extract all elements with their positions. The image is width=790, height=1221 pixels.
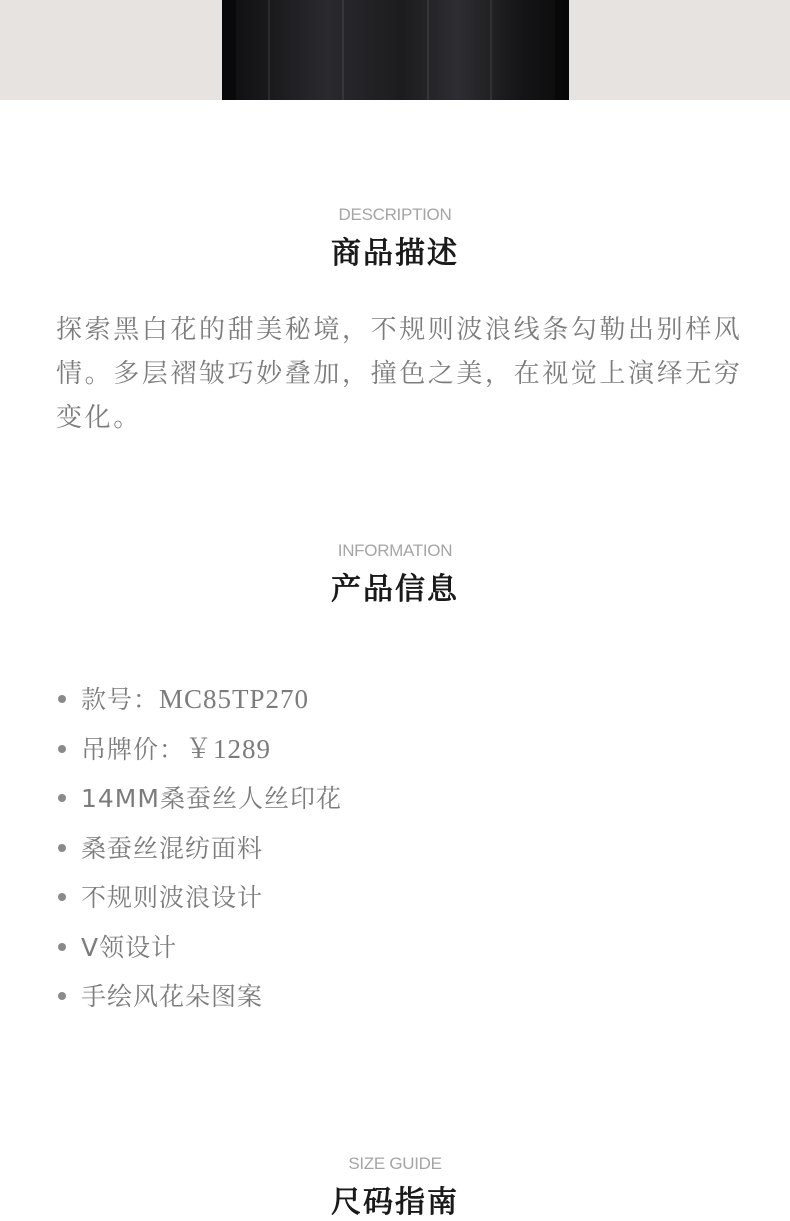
bullet-icon xyxy=(58,745,66,753)
bullet-icon xyxy=(58,943,66,951)
bullet-icon xyxy=(58,695,66,703)
size-guide-heading: 尺码指南 xyxy=(331,1185,459,1220)
feature-item xyxy=(58,824,342,874)
bullet-icon xyxy=(58,992,66,1000)
style-number-label: 款号： xyxy=(81,685,160,714)
price-label: 吊牌价： xyxy=(81,734,186,764)
style-number-value: MC85TP270 xyxy=(159,684,310,714)
price-item xyxy=(58,725,342,775)
style-number-item xyxy=(58,675,342,725)
bullet-icon xyxy=(58,794,66,802)
bullet-icon xyxy=(58,893,66,901)
description-heading: 商品描述 xyxy=(331,236,459,271)
feature-text: 手绘风花朵图案 xyxy=(81,982,264,1011)
black-dress-image xyxy=(222,0,569,100)
feature-item xyxy=(58,873,342,923)
description-text: 探索黑白花的甜美秘境，不规则波浪线条勾勒出别样风情。多层褶皱巧妙叠加，撞色之美，在视觉上演绎无穷变化。 xyxy=(56,315,743,433)
information-heading-en: INFORMATION xyxy=(337,541,453,560)
feature-item xyxy=(58,923,342,973)
description-heading-en: DESCRIPTION xyxy=(338,205,452,224)
bullet-icon xyxy=(58,844,66,852)
feature-text: 桑蚕丝混纺面料 xyxy=(81,833,264,863)
feature-text: V领设计 xyxy=(81,932,178,962)
information-heading: 产品信息 xyxy=(331,572,459,607)
feature-text: 14MM桑蚕丝人丝印花 xyxy=(81,784,342,813)
feature-item xyxy=(58,972,342,1022)
feature-text: 不规则波浪设计 xyxy=(81,883,264,912)
size-guide-heading-en: SIZE GUIDE xyxy=(348,1154,442,1173)
feature-item xyxy=(58,774,342,824)
price-value: ￥1289 xyxy=(185,733,272,764)
product-info-list xyxy=(58,675,342,1022)
product-photo xyxy=(0,0,790,100)
